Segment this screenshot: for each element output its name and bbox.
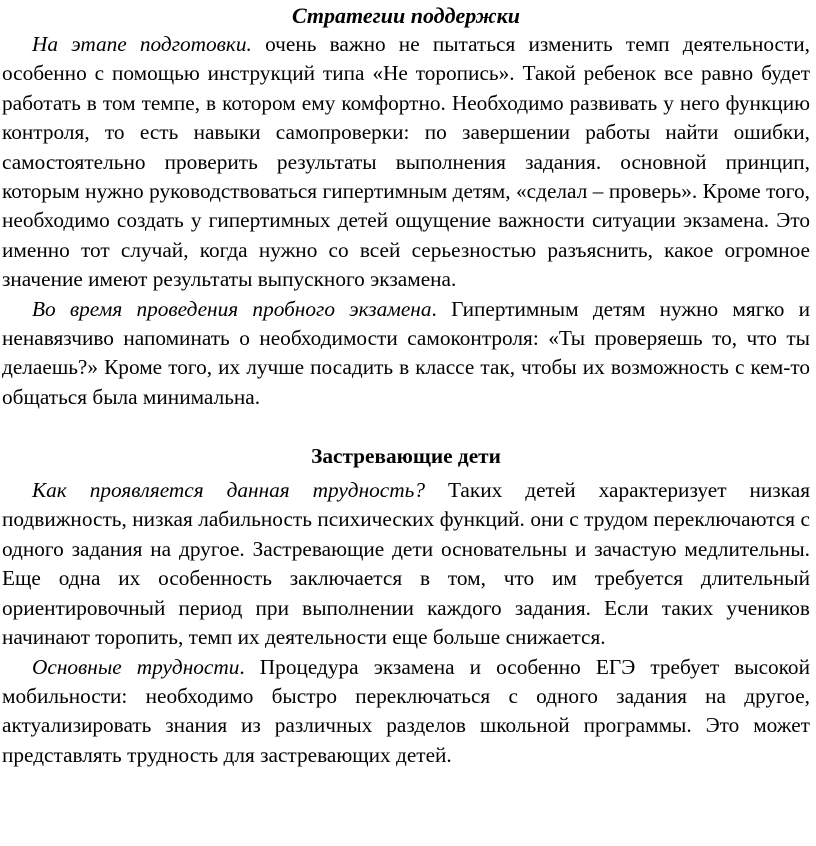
paragraph-manifestation xyxy=(2,476,810,652)
paragraph-lead: Как проявляется данная трудность? xyxy=(32,478,425,503)
paragraph-text: очень важно не пытаться изменить темп деятельности, особенно с помощью инструкций типа «Не торопись». Такой ребенок все равно будет работать в том темпе, в котором ему комфортно. Необходимо развивать у него функцию контроля, то есть навыки самопроверки: по завершении работы найти ошибки, самостоятельно проверить результаты выполнения задания. основной принцип, которым нужно руководствоваться гипертимным детям, «сделал – проверь». Кроме того, необходимо создать у гипертимных детей ощущение важности ситуации экзамена. Это именно тот случай, когда нужно со всей серьезностью разъяснить, какое огромное значение имеют результаты выпускного экзамена. xyxy=(2,32,810,292)
paragraph-trial-exam xyxy=(2,295,810,413)
paragraph-lead: Основные трудности xyxy=(32,654,240,679)
paragraph-difficulties xyxy=(2,653,810,771)
section-heading: Застревающие дети xyxy=(311,443,501,468)
paragraph-text: . Гипертимным детям нужно мягко и ненавязчиво напоминать о необходимости самоконтроля: «Ты проверяешь то, что ты делаешь?» Кроме того, их лучше посадить в классе так, чтобы их возможность с кем-то общаться была минимальна. xyxy=(2,296,810,409)
paragraph-lead: Во время проведения пробного экзамена xyxy=(32,296,432,321)
paragraph-text: . Процедура экзамена и особенно ЕГЭ требует высокой мобильности: необходимо быстро переключаться с одного задания на другое, актуализировать знания из различных разделов школьной программы. Это может представлять трудность для застревающих детей. xyxy=(2,654,810,767)
paragraph-text: Таких детей характеризует низкая подвижность, низкая лабильность психических функций. они с трудом переключаются с одного задания на другое. Застревающие дети основательны и зачастую медлительны. Еще одна их особенность заключается в том, что им требуется длительный ориентировочный период при выполнении каждого задания. Если таких учеников начинают торопить, темп их деятельности еще больше снижается. xyxy=(2,478,810,650)
paragraph-preparation xyxy=(2,30,810,295)
paragraph-lead: На этапе подготовки. xyxy=(32,32,252,56)
page-title: Стратегии поддержки xyxy=(291,3,521,28)
